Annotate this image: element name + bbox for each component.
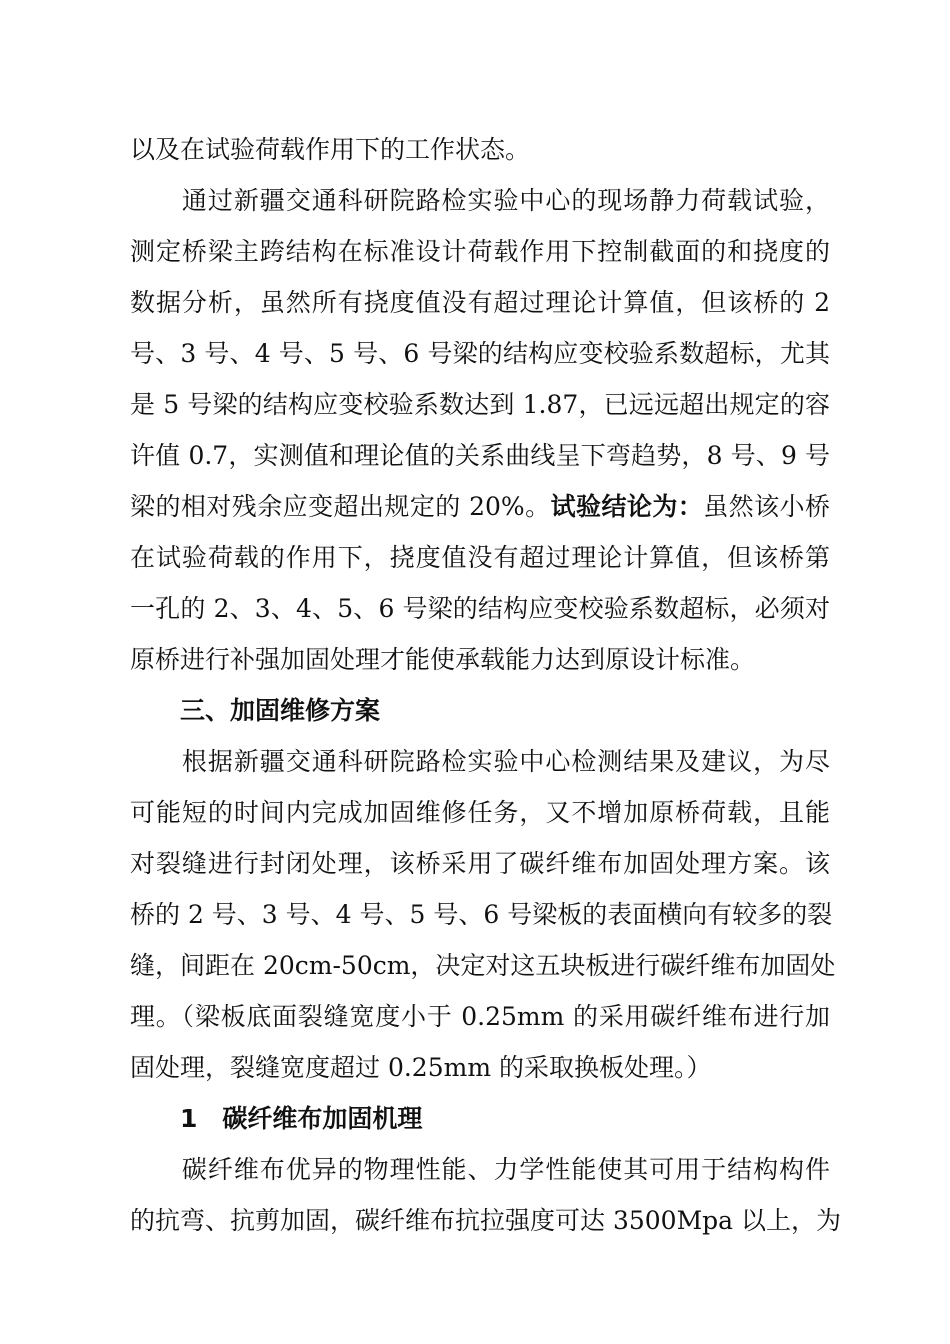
paragraph-line-with-conclusion (130, 481, 830, 533)
paragraph-line: 对裂缝进行封闭处理，该桥采用了碳纤维布加固处理方案。该 (130, 849, 830, 878)
paragraph-line: 以及在试验荷载作用下的工作状态。 (130, 135, 531, 164)
subsection-heading: 1 碳纤维布加固机理 (130, 1104, 423, 1133)
text-segment: 梁的相对残余应变超出规定的 20%。 (130, 492, 551, 521)
paragraph-line: 测定桥梁主跨结构在标准设计荷载作用下控制截面的和挠度的 (130, 237, 830, 266)
paragraph-line: 通过新疆交通科研院路检实验中心的现场静力荷载试验， (130, 186, 830, 215)
paragraph-line: 的抗弯、抗剪加固，碳纤维布抗拉强度可达 3500Mpa 以上，为 (130, 1206, 842, 1235)
paragraph-line: 碳纤维布优异的物理性能、力学性能使其可用于结构构件 (130, 1155, 830, 1184)
section-heading: 三、加固维修方案 (130, 696, 381, 725)
paragraph-line: 根据新疆交通科研院路检实验中心检测结果及建议，为尽 (130, 747, 830, 776)
paragraph-line: 固处理，裂缝宽度超过 0.25mm 的采取换板处理。） (130, 1053, 712, 1082)
paragraph-line: 许值 0.7，实测值和理论值的关系曲线呈下弯趋势，8 号、9 号 (130, 441, 830, 470)
paragraph-line: 一孔的 2、3、4、5、6 号梁的结构应变校验系数超标，必须对 (130, 594, 830, 623)
paragraph-line: 桥的 2 号、3 号、4 号、5 号、6 号梁板的表面横向有较多的裂 (130, 900, 833, 929)
paragraph-line: 是 5 号梁的结构应变校验系数达到 1.87，已远远超出规定的容 (130, 390, 830, 419)
paragraph-line: 数据分析，虽然所有挠度值没有超过理论计算值，但该桥的 2 (130, 288, 830, 317)
paragraph-line: 在试验荷载的作用下，挠度值没有超过理论计算值，但该桥第 (130, 543, 830, 572)
paragraph-line: 可能短的时间内完成加固维修任务，又不增加原桥荷载，且能 (130, 798, 830, 827)
paragraph-line: 缝，间距在 20cm-50cm，决定对这五块板进行碳纤维布加固处 (130, 951, 836, 980)
paragraph-line: 号、3 号、4 号、5 号、6 号梁的结构应变校验系数超标，尤其 (130, 339, 830, 368)
text-segment: 虽然该小桥 (703, 492, 830, 521)
conclusion-label: 试验结论为： (550, 492, 704, 521)
paragraph-line: 理。（梁板底面裂缝宽度小于 0.25mm 的采用碳纤维布进行加 (130, 1002, 830, 1031)
paragraph-line: 原桥进行补强加固处理才能使承载能力达到原设计标准。 (130, 645, 756, 674)
